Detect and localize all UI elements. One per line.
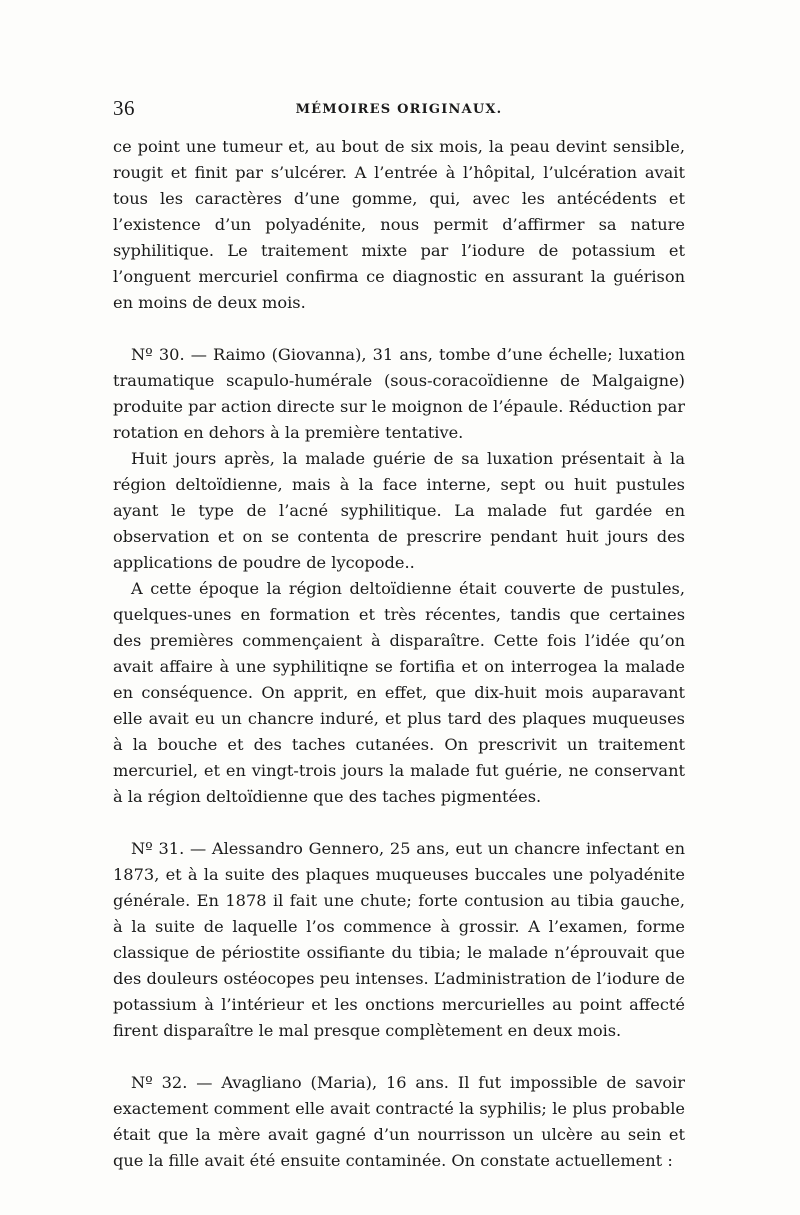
paragraph-continuation — [113, 134, 685, 316]
case-number: Nº 31. — [131, 839, 185, 858]
paragraph-text: — Avagliano (Maria), 16 ans. Il fut impossible de savoir exactement comment elle avait contracté la syphilis; le plus probable était que la mère avait gagné d’un nourrisson un ulcère au sein et que la fille avait été ensuite contaminée. On constate actuellement : — [113, 1073, 686, 1170]
paragraph-text: — Raimo (Giovanna), 31 ans, tombe d’une échelle; luxation traumatique scapulo-humérale (sous-coracoïdienne de Malgaigne) produite par action directe sur le moignon de l’épaule. Réduction par rotation en dehors à la première tentative. — [113, 345, 685, 442]
case-30-outcome-paragraph — [113, 576, 685, 810]
paragraph-text: A cette époque la région deltoïdienne était couverte de pustules, quelques-unes en formation et très récentes, tandis que certaines des premières commençaient à disparaître. Cette fois l’idée qu’on avait affaire à une syphilitiqne se fortifia et on interrogea la malade en conséquence. On apprit, en effet, que dix-huit mois auparavant elle avait eu un chancre induré, et plus tard des plaques muqueuses à la bouche et des taches cutanées. On prescrivit un traitement mercuriel, et en vingt-trois jours la malade fut guérie, ne conservant à la région deltoïdienne que des taches pigmentées. — [113, 579, 685, 806]
document-page — [113, 96, 685, 1174]
case-30-followup-paragraph — [113, 446, 685, 576]
case-number: Nº 30. — [131, 345, 185, 364]
case-32-paragraph — [113, 1070, 685, 1174]
case-30-paragraph — [113, 342, 685, 446]
case-number: Nº 32. — [131, 1073, 188, 1092]
page-number: 36 — [113, 96, 135, 120]
paragraph-text: — Alessandro Gennero, 25 ans, eut un chancre infectant en 1873, et à la suite des plaques muqueuses buccales une polyadénite générale. En 1878 il fait une chute; forte contusion au tibia gauche, à la suite de laquelle l’os commence à grossir. A l’examen, forme classique de périostite ossifiante du tibia; le malade n’éprouvait que des douleurs ostéocopes peu intenses. L’administration de l’iodure de potassium à l’intérieur et les onctions mercurielles au point affecté firent disparaître le mal presque complètement en deux mois. — [113, 839, 685, 1040]
page-header — [113, 96, 685, 126]
running-title: MÉMOIRES ORIGINAUX. — [295, 102, 503, 117]
case-31-paragraph — [113, 836, 685, 1044]
paragraph-text: ce point une tumeur et, au bout de six mois, la peau devint sensible, rougit et finit par s’ulcérer. A l’entrée à l’hôpital, l’ulcération avait tous les caractères d’une gomme, qui, avec les antécédents et l’existence d’un polyadénite, nous permit d’affirmer sa nature syphilitique. Le traitement mixte par l’iodure de potassium et l’onguent mercuriel confirma ce diagnostic en assurant la guérison en moins de deux mois. — [113, 137, 685, 312]
paragraph-text: Huit jours après, la malade guérie de sa luxation présentait à la région deltoïdienne, mais à la face interne, sept ou huit pustules ayant le type de l’acné syphilitique. La malade fut gardée en observation et on se contenta de prescrire pendant huit jours des applications de poudre de lycopode.. — [113, 449, 685, 572]
